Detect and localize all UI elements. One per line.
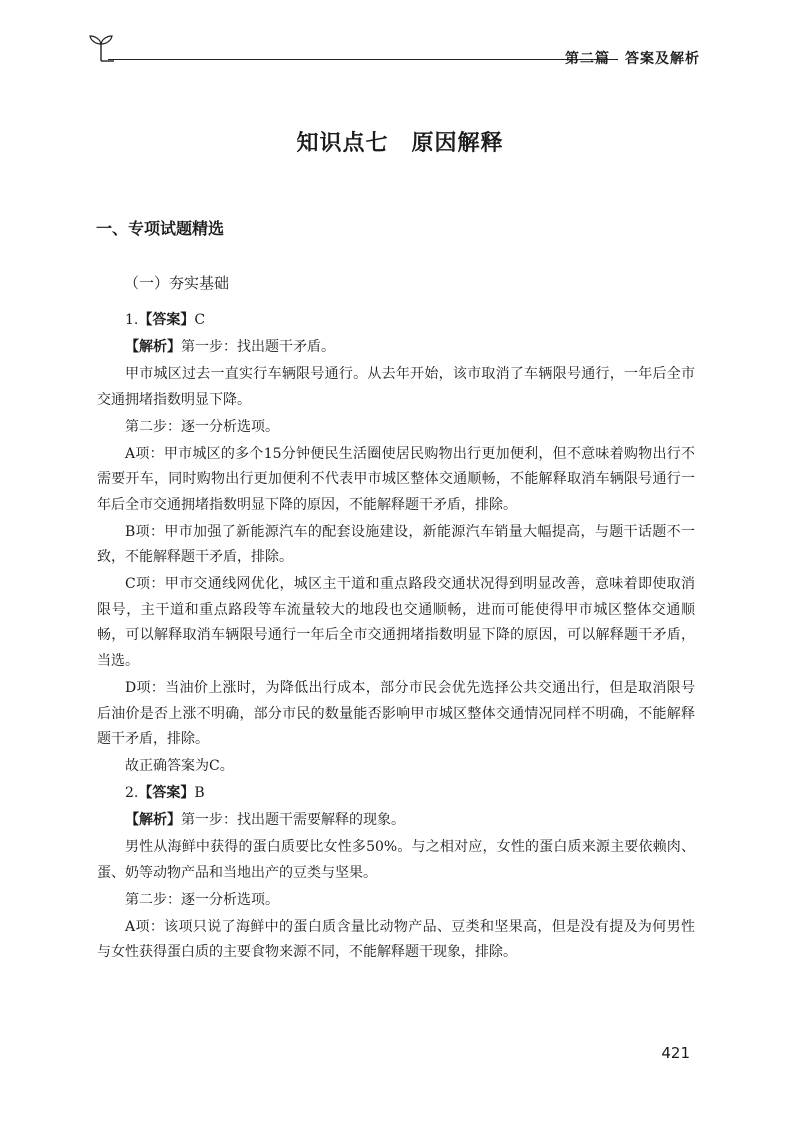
paragraph: 男性从海鲜中获得的蛋白质要比女性多50%。与之相对应，女性的蛋白质来源主要依赖肉、蛋、奶等动物产品和当地出产的豆类与坚果。 [97,839,695,881]
subsection-heading: （一）夯实基础 [124,274,230,292]
paragraph: A项：甲市城区的多个15分钟便民生活圈使居民购物出行更加便利，但不意味着购物出行不需要开车，同时购物出行更加便利不代表甲市城区整体交通顺畅，不能解释取消车辆限号通行一年后全市交通拥堵指数明显下降的原因，不能解释题干矛盾，排除。 [97,445,695,513]
question-number: 2. [125,785,139,802]
analysis-intro: 第一步：找出题干需要解释的现象。 [181,812,405,829]
analysis-line [97,808,695,834]
answer-line [97,781,695,807]
answer-tag: 【答案】 [138,312,195,328]
running-header [88,28,700,68]
paragraph: 第二步：逐一分析选项。 [125,891,279,908]
header-section-text: 第二篇 答案及解析 [565,51,700,67]
analysis-line [97,335,695,361]
page-title: 知识点七 原因解释 [296,131,504,156]
answer-body [97,308,695,967]
paragraph: C项：甲市交通线网优化，城区主干道和重点路段交通状况得到明显改善，意味着即使取消限号，主干道和重点路段等车流量较大的地段也交通顺畅，进而可能使得甲市城区整体交通顺畅，可以解释取消车辆限号通行一年后全市交通拥堵指数明显下降的原因，可以解释题干矛盾，当选。 [97,576,695,670]
answer-line [97,308,695,334]
section-heading: 一、专项试题精选 [96,219,225,238]
analysis-intro: 第一步：找出题干矛盾。 [181,338,335,355]
page-number: 421 [661,1044,690,1062]
analysis-tag: 【解析】 [125,812,181,829]
paragraph: B项：甲市加强了新能源汽车的配套设施建设，新能源汽车销量大幅提高，与题干话题不一致，不能解释题干矛盾，排除。 [97,523,695,566]
paragraph: 第二步：逐一分析选项。 [125,418,279,435]
answer-value: B [194,785,205,802]
answer-value: C [194,312,206,328]
header-rule [108,59,618,60]
paragraph: A项：该项只说了海鲜中的蛋白质含量比动物产品、豆类和坚果高，但是没有提及为何男性与女性获得蛋白质的主要食物来源不同，不能解释题干现象，排除。 [97,918,695,961]
question-number: 1. [125,312,139,328]
paragraph: D项：当油价上涨时，为降低出行成本，部分市民会优先选择公共交通出行，但是取消限号后油价是否上涨不明确，部分市民的数量能否影响甲市城区整体交通情况同样不明确，不能解释题干矛盾，排除。 [97,680,695,748]
sprout-icon [88,32,114,62]
paragraph: 甲市城区过去一直实行车辆限号通行。从去年开始，该市取消了车辆限号通行，一年后全市交通拥堵指数明显下降。 [97,365,695,408]
answer-tag: 【答案】 [138,785,195,802]
analysis-tag: 【解析】 [125,338,181,355]
paragraph: 故正确答案为C。 [125,758,234,775]
